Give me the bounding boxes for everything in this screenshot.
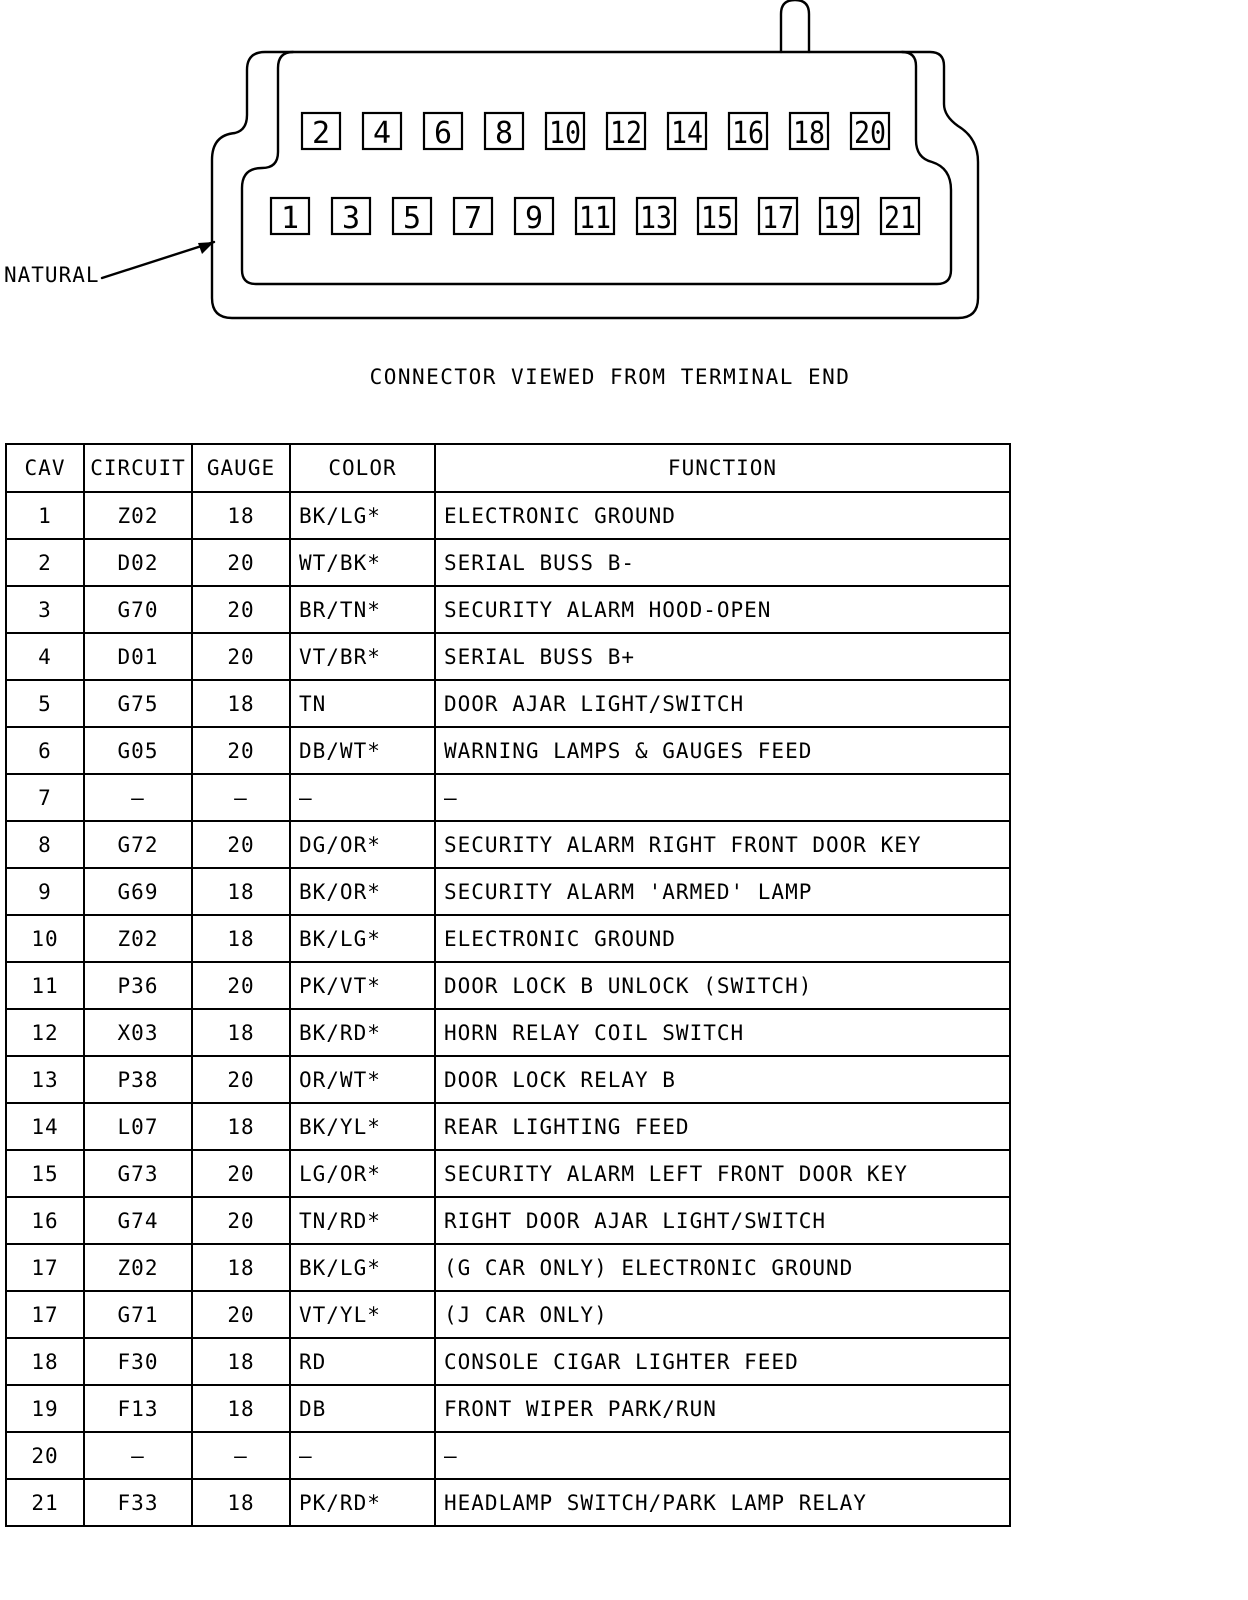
cell-gauge: 18 (192, 680, 290, 727)
cell-circuit: Z02 (84, 1244, 192, 1291)
cell-cav: 13 (6, 1056, 84, 1103)
connector-pin (820, 198, 858, 236)
connector-housing-outer (212, 52, 978, 318)
cell-color: BR/TN* (290, 586, 435, 633)
cell-circuit: Z02 (84, 915, 192, 962)
cell-circuit: — (84, 1432, 192, 1479)
cell-cav: 2 (6, 539, 84, 586)
cell-gauge: 18 (192, 1338, 290, 1385)
cell-circuit: G75 (84, 680, 192, 727)
cell-circuit: G69 (84, 868, 192, 915)
cell-cav: 18 (6, 1338, 84, 1385)
cell-color: BK/LG* (290, 492, 435, 539)
cell-color: VT/BR* (290, 633, 435, 680)
table-row (6, 586, 1010, 633)
connector-pin (332, 198, 370, 236)
cell-color: BK/RD* (290, 1009, 435, 1056)
table-row (6, 539, 1010, 586)
cell-cav: 20 (6, 1432, 84, 1479)
header-function: FUNCTION (435, 444, 1010, 492)
table-row (6, 680, 1010, 727)
connector-pin (881, 198, 919, 236)
connector-pin-number: 4 (372, 116, 392, 151)
header-gauge: GAUGE (192, 444, 290, 492)
cell-cav: 15 (6, 1150, 84, 1197)
cell-gauge: 20 (192, 727, 290, 774)
table-row (6, 1056, 1010, 1103)
cell-circuit: G73 (84, 1150, 192, 1197)
cell-gauge: — (192, 774, 290, 821)
cell-color: DG/OR* (290, 821, 435, 868)
pinout-table (5, 443, 1011, 1527)
cell-function: SECURITY ALARM HOOD-OPEN (435, 586, 1010, 633)
cell-color: DB/WT* (290, 727, 435, 774)
cell-cav: 16 (6, 1197, 84, 1244)
cell-function: ELECTRONIC GROUND (435, 492, 1010, 539)
cell-color: WT/BK* (290, 539, 435, 586)
connector-pin (546, 113, 584, 151)
cell-color: TN (290, 680, 435, 727)
cell-gauge: 20 (192, 962, 290, 1009)
cell-gauge: 18 (192, 915, 290, 962)
cell-cav: 17 (6, 1244, 84, 1291)
connector-pin (363, 113, 401, 151)
cell-circuit: Z02 (84, 492, 192, 539)
connector-pin-number: 15 (701, 201, 733, 236)
table-row (6, 1009, 1010, 1056)
table-row (6, 1432, 1010, 1479)
table-row (6, 1479, 1010, 1526)
natural-pointer-arrow (102, 242, 214, 278)
cell-gauge: 18 (192, 492, 290, 539)
cell-gauge: 18 (192, 1244, 290, 1291)
connector-pin-number: 14 (671, 116, 703, 151)
cell-color: — (290, 1432, 435, 1479)
cell-circuit: F33 (84, 1479, 192, 1526)
cell-color: BK/OR* (290, 868, 435, 915)
table-row (6, 1338, 1010, 1385)
connector-pin (790, 113, 828, 151)
cell-function: WARNING LAMPS & GAUGES FEED (435, 727, 1010, 774)
table-row (6, 1291, 1010, 1338)
connector-pin-number: 8 (494, 116, 514, 151)
cell-cav: 1 (6, 492, 84, 539)
table-row (6, 1197, 1010, 1244)
table-row (6, 1150, 1010, 1197)
cell-gauge: 20 (192, 1150, 290, 1197)
cell-cav: 5 (6, 680, 84, 727)
cell-color: VT/YL* (290, 1291, 435, 1338)
cell-cav: 10 (6, 915, 84, 962)
table-row (6, 962, 1010, 1009)
cell-function: RIGHT DOOR AJAR LIGHT/SWITCH (435, 1197, 1010, 1244)
table-row (6, 1244, 1010, 1291)
header-cav: CAV (6, 444, 84, 492)
cell-color: BK/LG* (290, 1244, 435, 1291)
cell-gauge: 20 (192, 539, 290, 586)
connector-pin (759, 198, 797, 236)
connector-pin (576, 198, 614, 236)
connector-diagram (0, 0, 1248, 340)
cell-color: PK/VT* (290, 962, 435, 1009)
connector-pin-number: 19 (823, 201, 855, 236)
connector-pin-number: 2 (311, 116, 331, 151)
cell-gauge: 20 (192, 1056, 290, 1103)
cell-cav: 14 (6, 1103, 84, 1150)
connector-pin (637, 198, 675, 236)
cell-function: ELECTRONIC GROUND (435, 915, 1010, 962)
cell-color: BK/YL* (290, 1103, 435, 1150)
cell-cav: 17 (6, 1291, 84, 1338)
cell-circuit: — (84, 774, 192, 821)
cell-cav: 6 (6, 727, 84, 774)
cell-function: — (435, 774, 1010, 821)
cell-gauge: 20 (192, 633, 290, 680)
cell-cav: 4 (6, 633, 84, 680)
connector-pin (698, 198, 736, 236)
connector-pin-number: 18 (793, 116, 825, 151)
housing-color-label: NATURAL (4, 263, 100, 287)
cell-gauge: 18 (192, 1103, 290, 1150)
cell-function: (G CAR ONLY) ELECTRONIC GROUND (435, 1244, 1010, 1291)
connector-pin (393, 198, 431, 236)
cell-color: — (290, 774, 435, 821)
cell-color: BK/LG* (290, 915, 435, 962)
cell-cav: 7 (6, 774, 84, 821)
cell-color: RD (290, 1338, 435, 1385)
header-color: COLOR (290, 444, 435, 492)
connector-pin-number: 1 (280, 201, 300, 236)
cell-function: DOOR LOCK B UNLOCK (SWITCH) (435, 962, 1010, 1009)
cell-gauge: — (192, 1432, 290, 1479)
cell-function: SECURITY ALARM 'ARMED' LAMP (435, 868, 1010, 915)
cell-circuit: P38 (84, 1056, 192, 1103)
cell-function: SECURITY ALARM RIGHT FRONT DOOR KEY (435, 821, 1010, 868)
header-circuit: CIRCUIT (84, 444, 192, 492)
connector-pin-number: 20 (854, 116, 886, 151)
table-row (6, 915, 1010, 962)
cell-function: DOOR LOCK RELAY B (435, 1056, 1010, 1103)
cell-gauge: 20 (192, 1197, 290, 1244)
connector-pin (271, 198, 309, 236)
cell-function: HORN RELAY COIL SWITCH (435, 1009, 1010, 1056)
table-row (6, 727, 1010, 774)
cell-circuit: G72 (84, 821, 192, 868)
cell-function: DOOR AJAR LIGHT/SWITCH (435, 680, 1010, 727)
table-row (6, 492, 1010, 539)
cell-gauge: 20 (192, 821, 290, 868)
connector-pin-number: 12 (610, 116, 642, 151)
connector-pin (485, 113, 523, 151)
connector-pin-number: 3 (341, 201, 361, 236)
connector-pin-number: 10 (549, 116, 581, 151)
connector-pin-number: 6 (433, 116, 453, 151)
cell-function: CONSOLE CIGAR LIGHTER FEED (435, 1338, 1010, 1385)
cell-cav: 12 (6, 1009, 84, 1056)
connector-pin-number: 7 (463, 201, 483, 236)
cell-circuit: G05 (84, 727, 192, 774)
cell-circuit: F30 (84, 1338, 192, 1385)
table-row (6, 633, 1010, 680)
cell-color: LG/OR* (290, 1150, 435, 1197)
connector-pin-number: 17 (762, 201, 794, 236)
cell-function: (J CAR ONLY) (435, 1291, 1010, 1338)
cell-gauge: 18 (192, 1385, 290, 1432)
cell-cav: 3 (6, 586, 84, 633)
cell-function: FRONT WIPER PARK/RUN (435, 1385, 1010, 1432)
table-header-row (6, 444, 1010, 492)
cell-gauge: 18 (192, 868, 290, 915)
cell-circuit: G74 (84, 1197, 192, 1244)
table-row (6, 774, 1010, 821)
cell-gauge: 20 (192, 1291, 290, 1338)
cell-cav: 8 (6, 821, 84, 868)
cell-function: SERIAL BUSS B- (435, 539, 1010, 586)
connector-pin (851, 113, 889, 151)
cell-function: SECURITY ALARM LEFT FRONT DOOR KEY (435, 1150, 1010, 1197)
cell-function: — (435, 1432, 1010, 1479)
cell-cav: 19 (6, 1385, 84, 1432)
connector-pin (607, 113, 645, 151)
cell-circuit: D01 (84, 633, 192, 680)
connector-pin-number: 9 (524, 201, 544, 236)
connector-pin-number: 16 (732, 116, 764, 151)
table-row (6, 1385, 1010, 1432)
diagram-caption: CONNECTOR VIEWED FROM TERMINAL END (369, 365, 851, 389)
cell-circuit: G71 (84, 1291, 192, 1338)
connector-pin-number: 11 (579, 201, 611, 236)
cell-color: DB (290, 1385, 435, 1432)
cell-cav: 21 (6, 1479, 84, 1526)
cell-color: TN/RD* (290, 1197, 435, 1244)
cell-function: REAR LIGHTING FEED (435, 1103, 1010, 1150)
connector-pin (668, 113, 706, 151)
cell-circuit: X03 (84, 1009, 192, 1056)
cell-cav: 11 (6, 962, 84, 1009)
cell-gauge: 18 (192, 1479, 290, 1526)
cell-circuit: D02 (84, 539, 192, 586)
cell-gauge: 20 (192, 586, 290, 633)
connector-pin-number: 5 (402, 201, 422, 236)
cell-color: PK/RD* (290, 1479, 435, 1526)
cell-circuit: F13 (84, 1385, 192, 1432)
connector-pin (729, 113, 767, 151)
cell-function: HEADLAMP SWITCH/PARK LAMP RELAY (435, 1479, 1010, 1526)
table-row (6, 1103, 1010, 1150)
connector-pin (424, 113, 462, 151)
table-row (6, 821, 1010, 868)
connector-lock-tab (781, 0, 809, 52)
cell-gauge: 18 (192, 1009, 290, 1056)
cell-color: OR/WT* (290, 1056, 435, 1103)
connector-pin (454, 198, 492, 236)
connector-pin (515, 198, 553, 236)
cell-circuit: L07 (84, 1103, 192, 1150)
table-row (6, 868, 1010, 915)
connector-pin (302, 113, 340, 151)
cell-cav: 9 (6, 868, 84, 915)
connector-pin-number: 21 (884, 201, 916, 236)
cell-function: SERIAL BUSS B+ (435, 633, 1010, 680)
cell-circuit: G70 (84, 586, 192, 633)
connector-housing-inner (242, 52, 951, 284)
connector-pin-number: 13 (640, 201, 672, 236)
cell-circuit: P36 (84, 962, 192, 1009)
